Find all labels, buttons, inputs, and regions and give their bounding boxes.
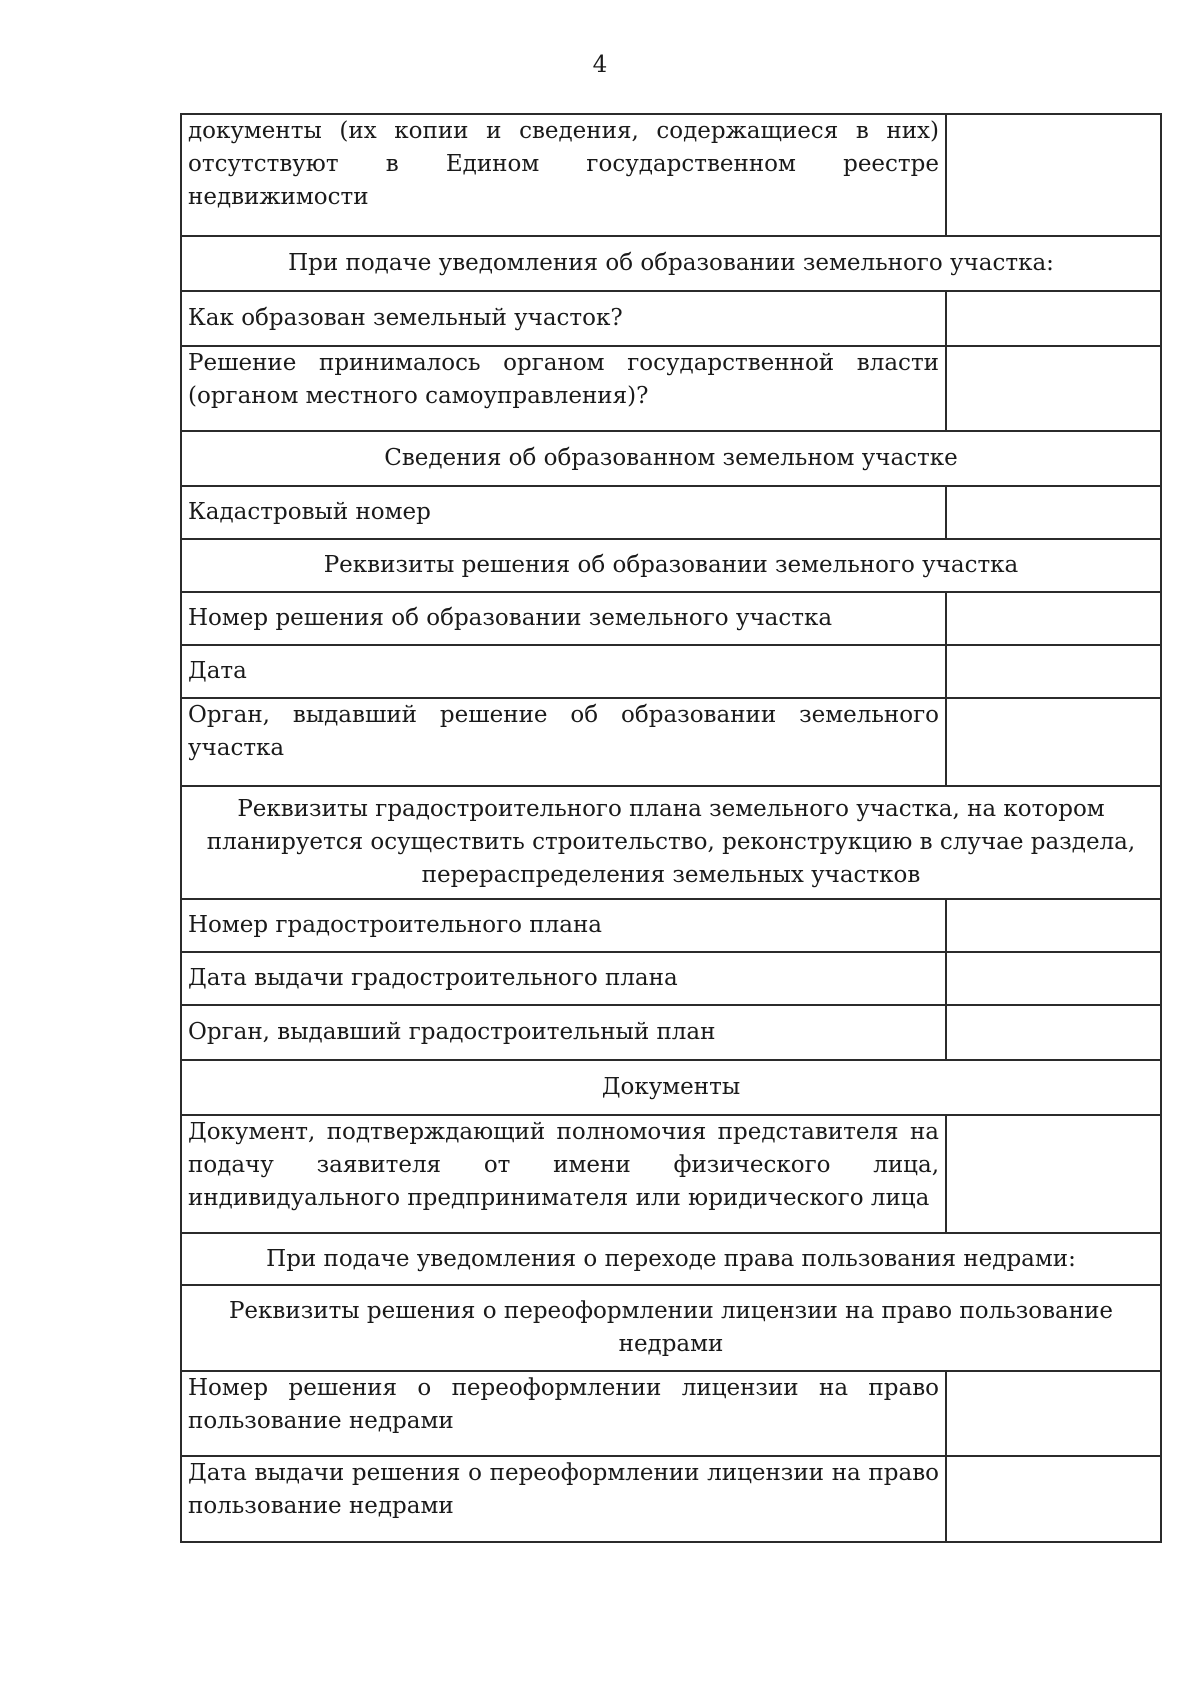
row-value-formation-method[interactable] — [946, 291, 1161, 346]
table-row — [181, 539, 1161, 592]
table-row — [181, 592, 1161, 645]
table-row — [181, 786, 1161, 899]
row-label-egrn-documents: документы (их копии и сведения, содержащиеся в них) отсутствуют в Едином государственном реестре недвижимости — [181, 114, 946, 236]
table-row — [181, 1285, 1161, 1371]
page-number: 4 — [592, 52, 608, 78]
table-row — [181, 698, 1161, 786]
row-value-urban-plan-number[interactable] — [946, 899, 1161, 952]
table-row — [181, 431, 1161, 486]
section-header-documents: Документы — [181, 1060, 1161, 1115]
table-row — [181, 1456, 1161, 1542]
row-label-urban-plan-issuer: Орган, выдавший градостроительный план — [181, 1005, 946, 1060]
row-value-egrn-documents[interactable] — [946, 114, 1161, 236]
table-row — [181, 1371, 1161, 1456]
row-value-issuing-body[interactable] — [946, 698, 1161, 786]
row-label-urban-plan-date: Дата выдачи градостроительного плана — [181, 952, 946, 1005]
row-value-urban-plan-date[interactable] — [946, 952, 1161, 1005]
section-header-formed-plot-info: Сведения об образованном земельном участке — [181, 431, 1161, 486]
section-header-urban-plan: Реквизиты градостроительного плана земельного участка, на котором планируется осуществить строительство, реконструкцию в случае раздела, перераспределения земельных участков — [181, 786, 1161, 899]
row-value-urban-plan-issuer[interactable] — [946, 1005, 1161, 1060]
table-row — [181, 486, 1161, 539]
table-row — [181, 1233, 1161, 1285]
row-value-date[interactable] — [946, 645, 1161, 698]
row-label-decision-number: Номер решения об образовании земельного участка — [181, 592, 946, 645]
row-value-license-decision-number[interactable] — [946, 1371, 1161, 1456]
row-label-formation-method: Как образован земельный участок? — [181, 291, 946, 346]
row-label-date: Дата — [181, 645, 946, 698]
row-label-license-decision-number: Номер решения о переоформлении лицензии на право пользование недрами — [181, 1371, 946, 1456]
row-label-decision-authority: Решение принималось органом государственной власти (органом местного самоуправления)? — [181, 346, 946, 431]
section-header-land-formation: При подаче уведомления об образовании земельного участка: — [181, 236, 1161, 291]
row-value-decision-number[interactable] — [946, 592, 1161, 645]
table-row — [181, 1005, 1161, 1060]
section-header-formation-decision: Реквизиты решения об образовании земельного участка — [181, 539, 1161, 592]
row-label-cadastral-number: Кадастровый номер — [181, 486, 946, 539]
table-row — [181, 645, 1161, 698]
table-row — [181, 1115, 1161, 1233]
section-header-license-reissue: Реквизиты решения о переоформлении лицензии на право пользование недрами — [181, 1285, 1161, 1371]
section-header-subsoil-transfer: При подаче уведомления о переходе права пользования недрами: — [181, 1233, 1161, 1285]
table-row — [181, 291, 1161, 346]
table-row — [181, 236, 1161, 291]
row-value-decision-authority[interactable] — [946, 346, 1161, 431]
row-value-license-decision-date[interactable] — [946, 1456, 1161, 1542]
row-value-representative-document[interactable] — [946, 1115, 1161, 1233]
row-label-issuing-body: Орган, выдавший решение об образовании земельного участка — [181, 698, 946, 786]
table-row — [181, 346, 1161, 431]
table-row — [181, 952, 1161, 1005]
row-label-license-decision-date: Дата выдачи решения о переоформлении лицензии на право пользование недрами — [181, 1456, 946, 1542]
table-row — [181, 114, 1161, 236]
row-label-urban-plan-number: Номер градостроительного плана — [181, 899, 946, 952]
table-row — [181, 899, 1161, 952]
table-row — [181, 1060, 1161, 1115]
row-value-cadastral-number[interactable] — [946, 486, 1161, 539]
form-table — [180, 113, 1162, 1543]
row-label-representative-document: Документ, подтверждающий полномочия представителя на подачу заявителя от имени физического лица, индивидуального предпринимателя или юридического лица — [181, 1115, 946, 1233]
